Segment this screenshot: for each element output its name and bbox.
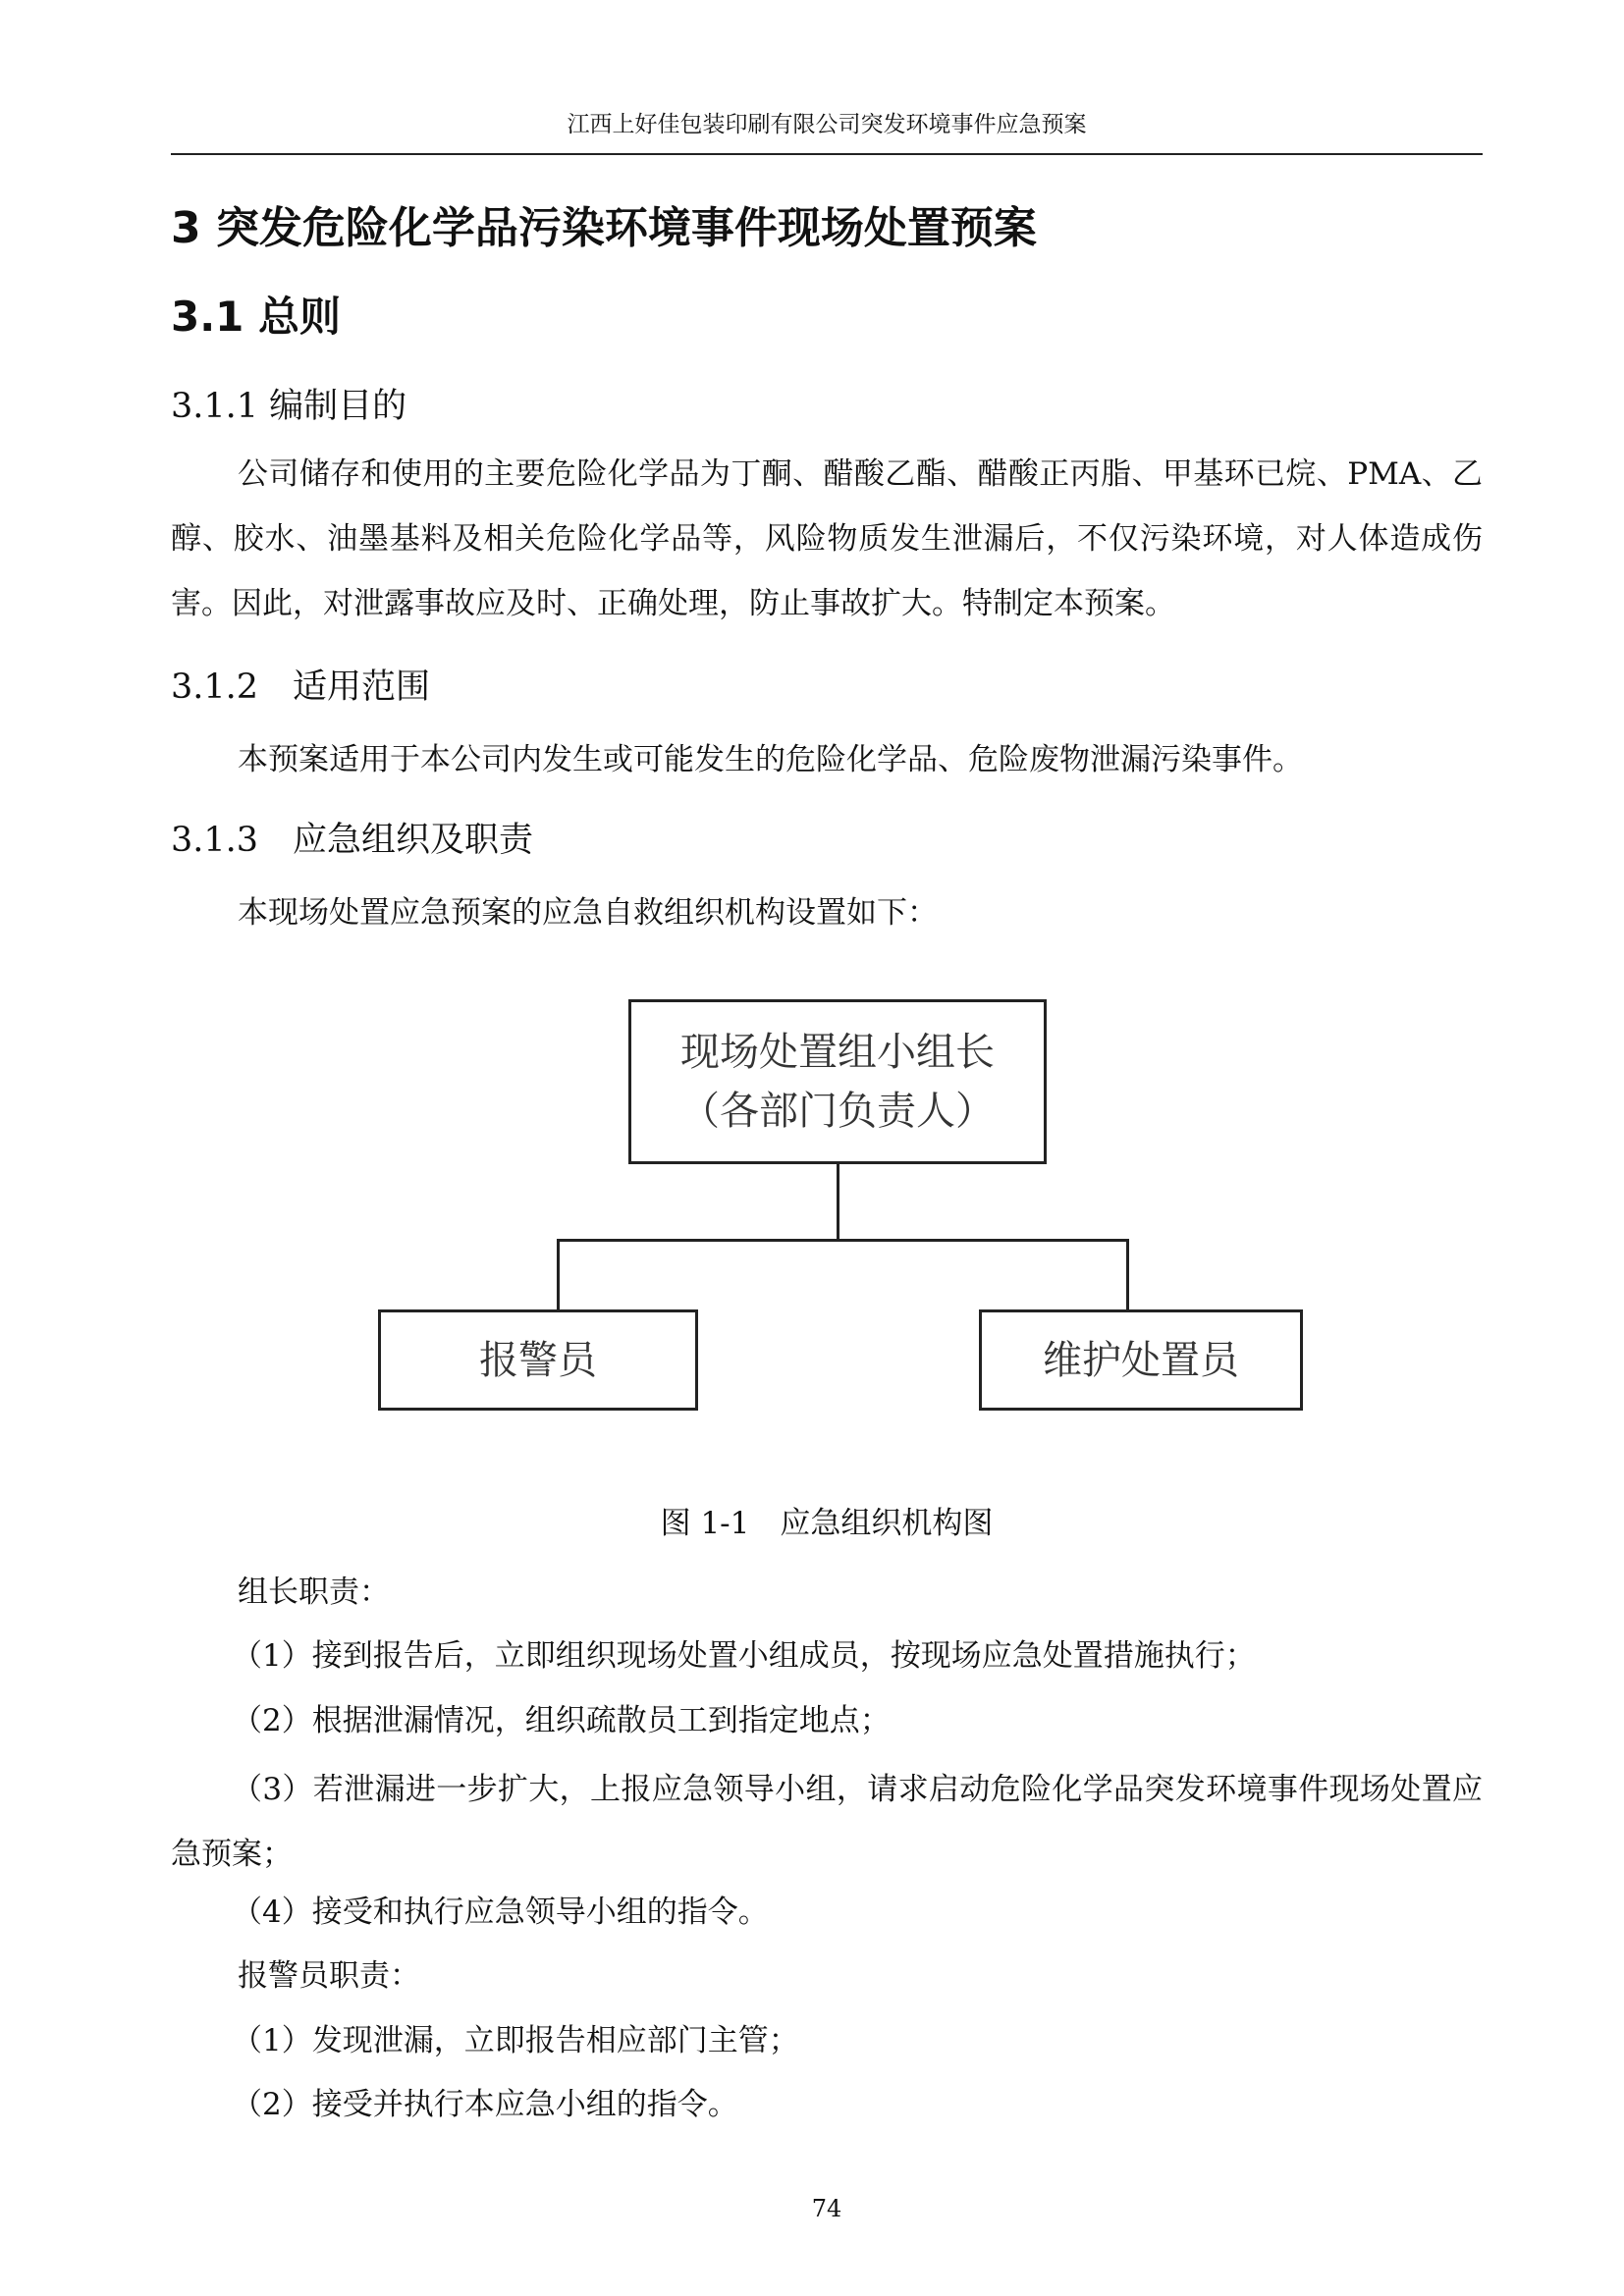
connector-horizontal	[557, 1239, 1129, 1242]
paragraph-org-intro: 本现场处置应急预案的应急自救组织机构设置如下：	[238, 895, 938, 931]
paragraph-purpose: 公司储存和使用的主要危险化学品为丁酮、醋酸乙酯、醋酸正丙脂、甲基环已烷、PMA、乙醇、胶水、油墨基料及相关危险化学品等，风险物质发生泄漏后，不仅污染环境，对人体造成伤害。因此，对泄露事故应及时、正确处理，防止事故扩大。特制定本预案。	[171, 456, 1483, 621]
org-node-reporter-label: 报警员	[479, 1337, 597, 1383]
page-header	[171, 110, 1483, 155]
reporter-duties-title: 报警员职责：	[238, 1958, 420, 1994]
list-item: （2）根据泄漏情况，组织疏散员工到指定地点；	[232, 1703, 891, 1738]
list-item: （1）发现泄漏，立即报告相应部门主管；	[232, 2023, 799, 2058]
heading-3-1-3: 3.1.3 应急组织及职责	[171, 821, 534, 860]
heading-level-1: 3 突发危险化学品污染环境事件现场处置预案	[171, 203, 1037, 253]
list-item: （3）若泄漏进一步扩大，上报应急领导小组，请求启动危险化学品突发环境事件现场处置应急预案；	[171, 1772, 1483, 1872]
list-item: （4）接受和执行应急领导小组的指令。	[232, 1895, 769, 1930]
org-node-leader-subtitle: （各部门负责人）	[680, 1089, 995, 1134]
header-text: 江西上好佳包装印刷有限公司突发环境事件应急预案	[567, 112, 1087, 137]
page-number: 74	[811, 2195, 842, 2222]
figure-caption: 图 1-1 应急组织机构图	[660, 1506, 994, 1541]
list-item: （2）接受并执行本应急小组的指令。	[232, 2087, 738, 2122]
heading-3-1-1: 3.1.1 编制目的	[171, 387, 407, 426]
org-node-reporter	[378, 1309, 698, 1411]
connector-left-drop	[557, 1239, 560, 1309]
connector-vertical-main	[837, 1164, 839, 1240]
org-node-leader-title: 现场处置组小组长	[680, 1030, 995, 1075]
paragraph-scope: 本预案适用于本公司内发生或可能发生的危险化学品、危险废物泄漏污染事件。	[238, 742, 1303, 777]
org-node-maintenance	[979, 1309, 1303, 1411]
org-node-leader	[628, 999, 1047, 1164]
org-node-maintenance-label: 维护处置员	[1043, 1337, 1239, 1383]
heading-3-1-2: 3.1.2 适用范围	[171, 667, 431, 707]
list-item: （1）接到报告后，立即组织现场处置小组成员，按现场应急处置措施执行；	[232, 1638, 1256, 1674]
leader-duties-title: 组长职责：	[238, 1575, 390, 1610]
connector-right-drop	[1126, 1239, 1129, 1309]
heading-level-2: 3.1 总则	[171, 293, 342, 341]
